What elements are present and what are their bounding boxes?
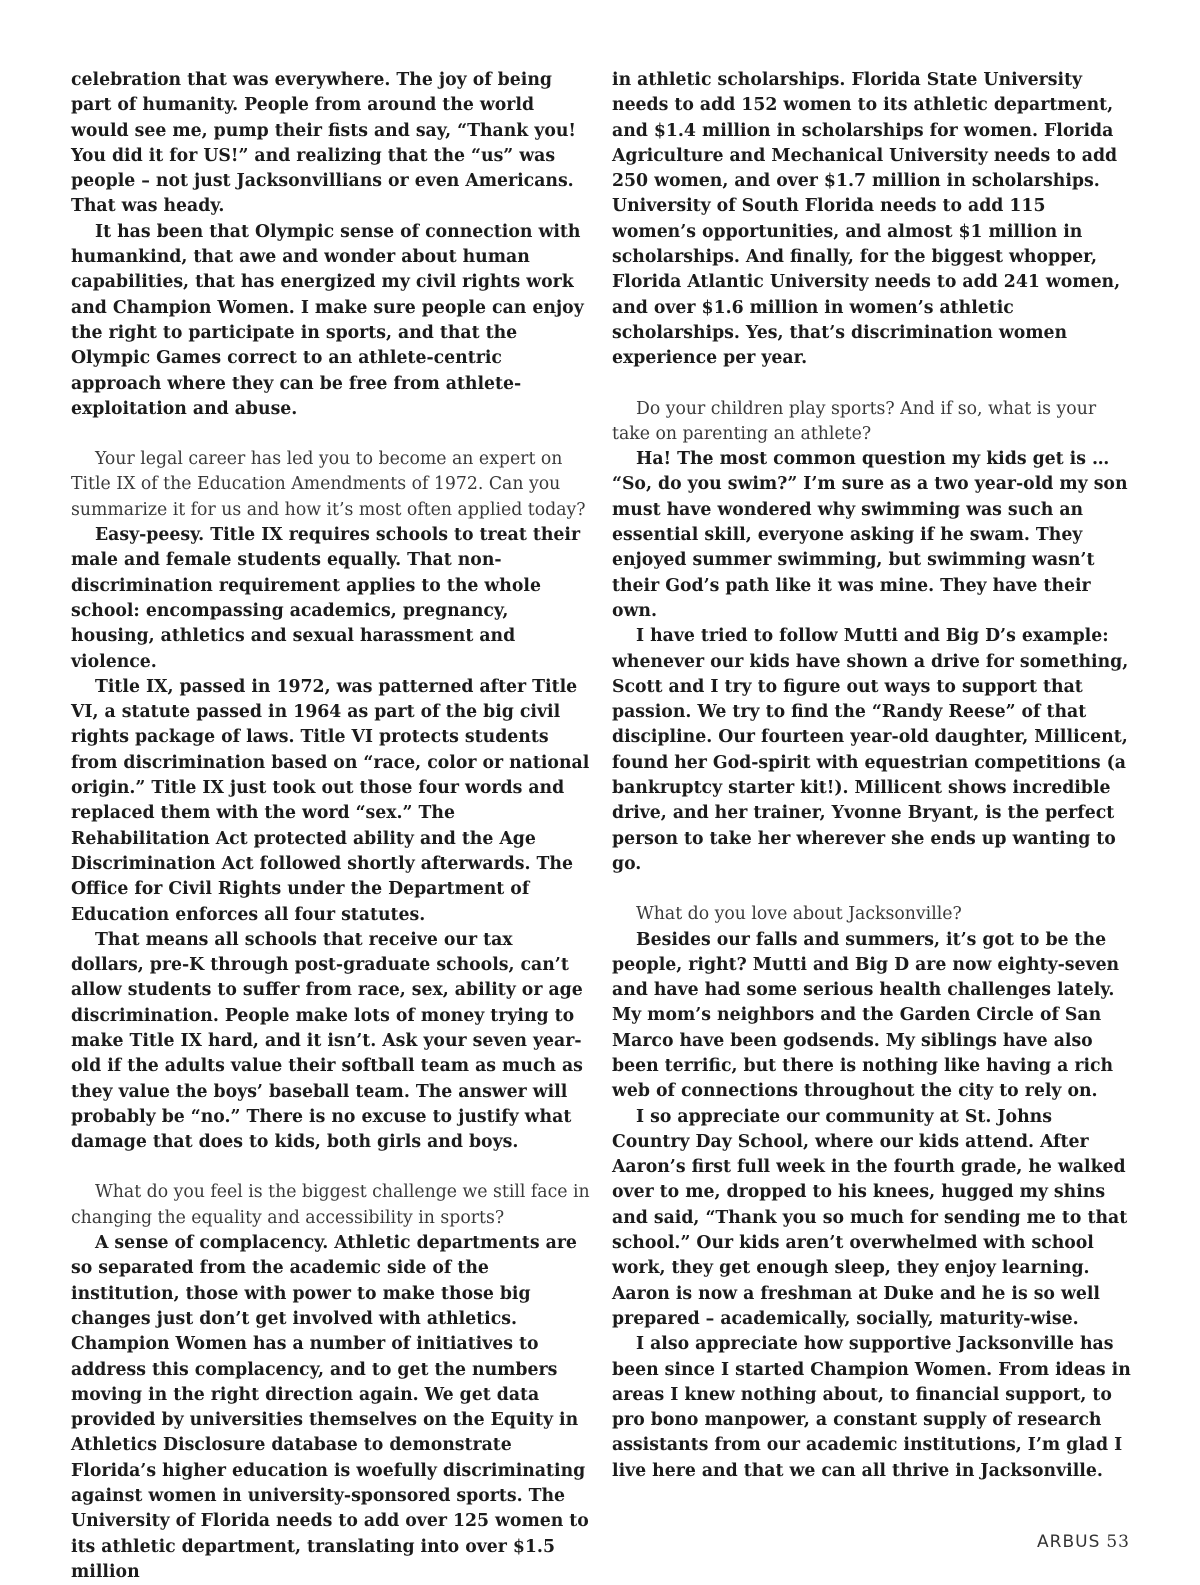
answer-paragraph: Besides our falls and summers, it’s got to be the people, right? Mutti and Big D are now eighty-seven and have had some serious health challenges lately. My mom’s neighbors and the Garden Circle of San Marco have been godsends. My siblings have also been terrific, but there is nothing like having a rich web of connections throughout the city to rely on. [612,929,1120,1102]
answer-paragraph: A sense of complacency. Athletic departments are so separated from the academic side of the institution, those with power to make those big changes just don’t get involved with athletics. Champion Women has a number of initiatives to address this complacency, and to get the numbers moving in the right direction again. We get data provided by universities themselves on the Equity in Athletics Disclosure database to demonstrate Florida’s higher education is woefully discriminating against women in university-sponsored sports. The University of Florida needs to add over 125 women to its athletic department, translating into over $1.5 million [71,1233,589,1582]
answer-paragraph: It has been that Olympic sense of connection with humankind, that awe and wonder about human capabilities, that has energized my civil rights work and Champion Women. I make sure people can enjoy the right to participate in sports, and that the Olympic Games correct to an athlete-centric approach where they can be free from athlete-exploitation and abuse. [71,221,584,419]
answer-paragraph: Easy-peesy. Title IX requires schools to treat their male and female students equally. That non-discrimination requirement applies to the whole school: encompassing academics, pregnancy, housing, athletics and sexual harassment and violence. [71,525,581,672]
page-number: 53 [1106,1532,1130,1552]
answer-paragraph: That means all schools that receive our tax dollars, pre-K through post-graduate schools, can’t allow students to suffer from race, sex, ability or age discrimination. People make lots of money trying to make Title IX hard, and it isn’t. Ask your seven year-old if the adults value their softball team as much as they value the boys’ baseball team. The answer will probably be “no.” There is no excuse to justify what damage that does to kids, both girls and boys. [71,929,583,1153]
interview-question: Your legal career has led you to become an expert on Title IX of the Education Amendments of 1972. Can you summarize it for us and how it’s most often applied today? [71,449,586,520]
page-footer [1037,1532,1130,1552]
answer-paragraph: celebration that was everywhere. The joy of being part of humanity. People from around the world would see me, pump their fists and say, “Thank you! You did it for US!” and realizing that the “us” was people – not just Jacksonvillians or even Americans. That was heady. [71,70,577,217]
right-column [612,68,1132,1484]
answer-paragraph: I have tried to follow Mutti and Big D’s example: whenever our kids have shown a drive for something, Scott and I try to figure out ways to support that passion. We try to find the “Randy Reese” of that discipline. Our fourteen year-old daughter, Millicent, found her God-spirit with equestrian competitions (a bankruptcy starter kit!). Millicent shows incredible drive, and her trainer, Yvonne Bryant, is the perfect person to take her wherever she ends up wanting to go. [612,626,1129,874]
answer-paragraph: Title IX, passed in 1972, was patterned after Title VI, a statute passed in 1964 as part of the big civil rights package of laws. Title VI protects students from discrimination based on “race, color or national origin.” Title IX just took out those four words and replaced them with the word “sex.” The Rehabilitation Act protected ability and the Age Discrimination Act followed shortly afterwards. The Office for Civil Rights under the Department of Education enforces all four statutes. [71,676,590,925]
interview-question: Do your children play sports? And if so, what is your take on parenting an athlete? [612,398,1097,444]
answer-paragraph: I also appreciate how supportive Jacksonville has been since I started Champion Women. From ideas in areas I knew nothing about, to financial support, to pro bono manpower, a constant supply of research assistants from our academic institutions, I’m glad I live here and that we can all thrive in Jacksonville. [612,1334,1131,1481]
publication-name: ARBUS [1037,1532,1101,1552]
answer-paragraph: in athletic scholarships. Florida State University needs to add 152 women to its athletic department, and $1.4 million in scholarships for women. Florida Agriculture and Mechanical University needs to add 250 women, and over $1.7 million in scholarships. University of South Florida needs to add 115 women’s opportunities, and almost $1 million in scholarships. And finally, for the biggest whopper, Florida Atlantic University needs to add 241 women, and over $1.6 million in women’s athletic scholarships. Yes, that’s discrimination women experience per year. [612,70,1121,369]
answer-paragraph: I so appreciate our community at St. Johns Country Day School, where our kids attend. After Aaron’s first full week in the fourth grade, he walked over to me, dropped to his knees, hugged my shins and said, “Thank you so much for sending me to that school.” Our kids aren’t overwhelmed with school work, they get enough sleep, they enjoy learning. Aaron is now a freshman at Duke and he is so well prepared – academically, socially, maturity-wise. [612,1106,1128,1329]
interview-question: What do you love about Jacksonville? [636,904,962,925]
left-column [71,68,591,1585]
interview-question: What do you feel is the biggest challenge we still face in changing the equality and accessibility in sports? [71,1182,590,1228]
answer-paragraph: Ha! The most common question my kids get is … “So, do you swim?” I’m sure as a two year-old my son must have wondered why swimming was such an essential skill, everyone asking if he swam. They enjoyed summer swimming, but swimming wasn’t their God’s path like it was mine. They have their own. [612,449,1128,621]
